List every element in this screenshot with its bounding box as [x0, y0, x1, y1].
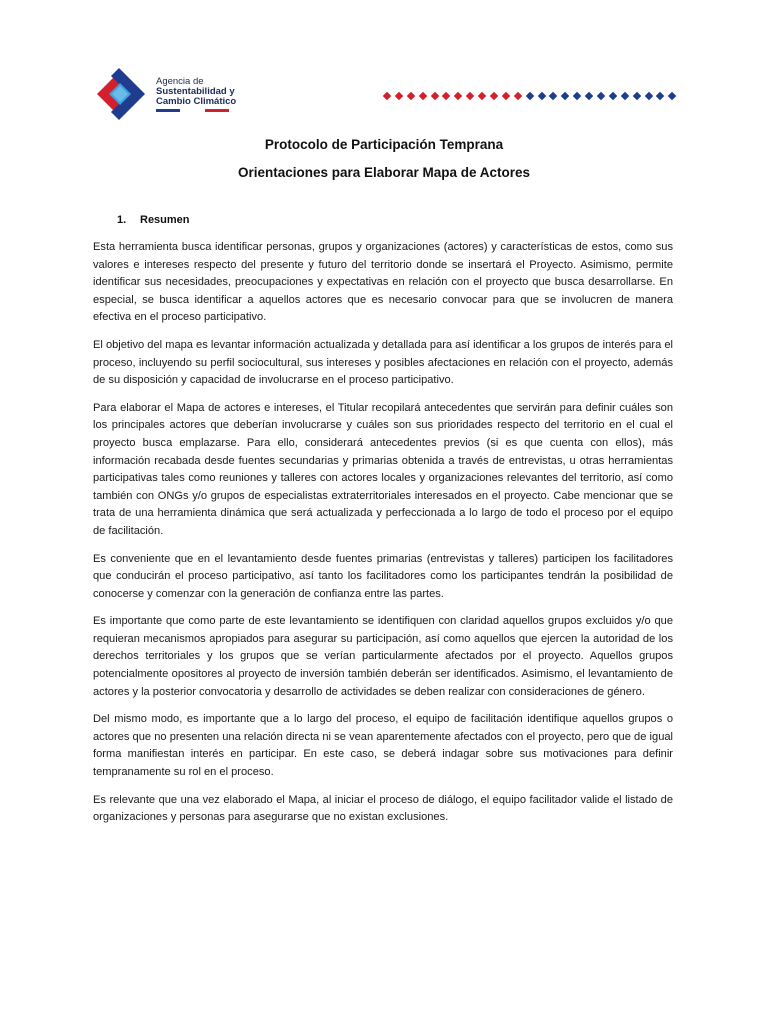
- diamond-icon: [561, 92, 569, 100]
- paragraph: Para elaborar el Mapa de actores e intereses, el Titular recopilará antecedentes que servirán para definir cuáles son los principales actores que deberían involucrarse y cuáles son sus prioridades respecto del territorio en el cual el proyecto busca emplazarse. Para ello, considerará antecedentes previos (si es que cuenta con ellos), más información recabada desde fuentes secundarias y primarias obtenida a través de entrevistas, u otras herramientas participativas tales como reuniones y talleres con actores locales y organizaciones relevantes del territorio, así como también con ONGs y/o grupos de especialistas extraterritoriales interesados en el proyecto. Cabe mencionar que se trata de una herramienta dinámica que será actualizada y perfeccionada a lo largo de todo el proceso por el equipo de facilitación.: [93, 401, 673, 537]
- agency-logo-icon: [93, 64, 157, 124]
- diamond-icon: [395, 92, 403, 100]
- diamond-icon: [478, 92, 486, 100]
- paragraph: El objetivo del mapa es levantar información actualizada y detallada para así identificar a los grupos de interés para el proceso, incluyendo su perfil sociocultural, sus intereses y posibles afectaciones en relación con el proyecto, además de su disposición y capacidad de involucrarse en el proceso participativo.: [93, 338, 673, 387]
- document-subtitle: Orientaciones para Elaborar Mapa de Actores: [237, 165, 531, 180]
- diamond-icon: [502, 92, 510, 100]
- diamond-icon: [418, 92, 426, 100]
- diamond-icon: [549, 92, 557, 100]
- logo-wordmark: [156, 77, 236, 107]
- diamond-icon: [466, 92, 474, 100]
- diamond-icon: [537, 92, 545, 100]
- diamond-icon: [609, 92, 617, 100]
- paragraph: Esta herramienta busca identificar personas, grupos y organizaciones (actores) y características de estos, como sus valores e intereses respecto del presente y futuro del territorio donde se insertará el Proyecto. Asimismo, permite identificar sus necesidades, preocupaciones y expectativas en relación con el proyecto que busca desarrollarse. En especial, se busca identificar a aquellos actores que es necesario convocar para que se involucren de manera efectiva en el proceso participativo.: [93, 241, 673, 324]
- paragraph: Es importante que como parte de este levantamiento se identifiquen con claridad aquellos grupos excluidos y/o que requieran mecanismos apropiados para asegurar su participación, así como aquellos que ejercen la autoridad de los derechos territoriales y los grupos que se verían particularmente afectados por el proyecto. Aquellos grupos potencialmente opositores al proyecto de inversión también deberán ser identificados. Asimismo, el levantamiento de actores y la posterior convocatoria y desarrollo de actividades se deben realizar con consideraciones de género.: [93, 615, 673, 698]
- diamond-icon: [454, 92, 462, 100]
- paragraph: Es conveniente que en el levantamiento desde fuentes primarias (entrevistas y talleres) participen los facilitadores que conducirán el proceso participativo, así tanto los facilitadores como los participantes tendrán la posibilidad de conocerse y comenzar con la generación de confianza entre las partes.: [93, 552, 673, 600]
- page-header: [0, 0, 768, 130]
- diamond-icon: [632, 92, 640, 100]
- paragraph: Es relevante que una vez elaborado el Mapa, al iniciar el proceso de diálogo, el equipo facilitador valide el listado de organizaciones y personas para asegurarse que no existan exclusiones.: [93, 793, 673, 824]
- diamond-icon: [430, 92, 438, 100]
- document-title: Protocolo de Participación Temprana: [264, 137, 504, 152]
- diamond-icon: [490, 92, 498, 100]
- diamond-icon: [514, 92, 522, 100]
- paragraph: Del mismo modo, es importante que a lo largo del proceso, el equipo de facilitación identifique aquellos grupos o actores que no presenten una relación directa ni se vean aparentemente afectados con el proyecto, pero que de igual forma manifiestan interés en participar. En este caso, se deberá indagar sobre sus motivaciones para definir tempranamente su rol en el proceso.: [93, 713, 673, 779]
- diamond-icon: [644, 92, 652, 100]
- logo-line-1: Agencia de: [156, 76, 204, 87]
- section-number: 1.: [117, 214, 127, 226]
- section-title: Resumen: [140, 214, 190, 226]
- diamond-strip: [382, 90, 677, 102]
- diamond-icon: [407, 92, 415, 100]
- diamond-icon: [621, 92, 629, 100]
- diamond-icon: [656, 92, 664, 100]
- logo-flag-underline: [156, 109, 229, 112]
- diamond-icon: [525, 92, 533, 100]
- diamond-icon: [668, 92, 676, 100]
- diamond-icon: [383, 92, 391, 100]
- diamond-icon: [442, 92, 450, 100]
- logo-line-3: Cambio Climático: [156, 96, 237, 107]
- diamond-icon: [597, 92, 605, 100]
- diamond-icon: [585, 92, 593, 100]
- diamond-icon: [573, 92, 581, 100]
- section-heading: [117, 214, 190, 226]
- logo-line-2: Sustentabilidad y: [156, 86, 235, 97]
- document-body: [93, 239, 673, 837]
